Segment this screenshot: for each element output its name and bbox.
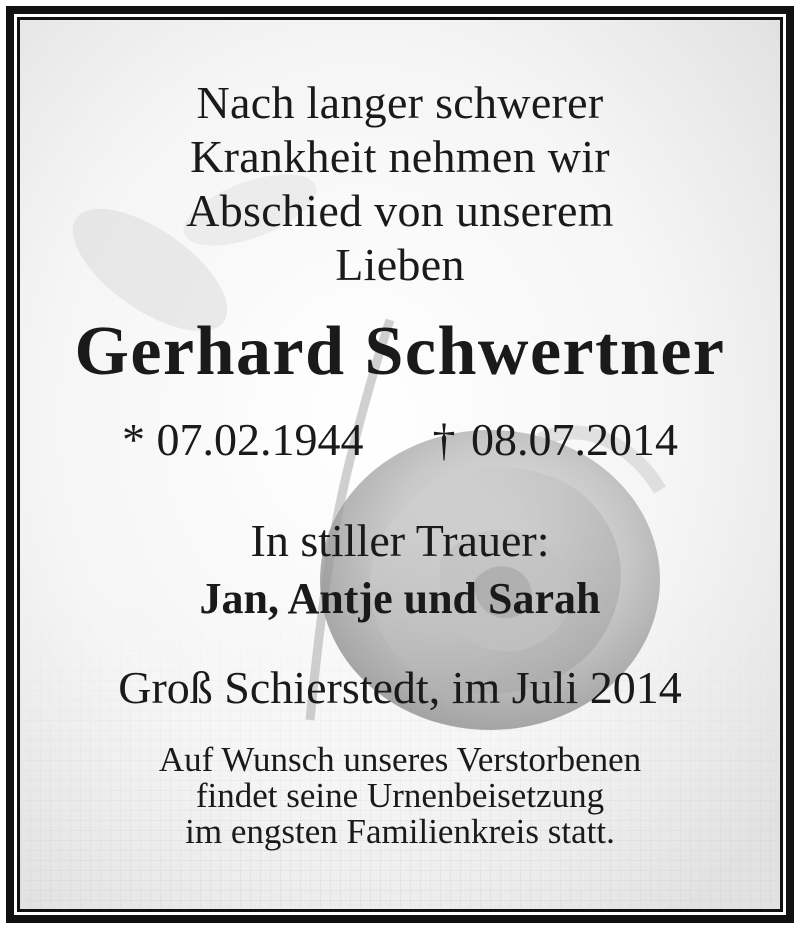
deceased-name: Gerhard Schwertner [74, 313, 726, 390]
mourners-names: Jan, Antje und Sarah [199, 574, 601, 623]
inner-frame [17, 17, 783, 912]
intro-text [20, 76, 780, 292]
place-and-date: Groß Schierstedt, im Juli 2014 [118, 662, 682, 713]
note-line: findet seine Urnenbeisetzung [195, 776, 605, 815]
intro-line: Krankheit nehmen wir [190, 131, 610, 182]
note-line: im engsten Familienkreis statt. [185, 812, 615, 851]
dagger-icon: † [432, 414, 456, 465]
note-line: Auf Wunsch unseres Verstorbenen [158, 740, 642, 779]
birth-symbol: * [122, 414, 145, 465]
death-date: 08.07.2014 [471, 414, 678, 465]
birth-date: 07.02.1944 [156, 414, 364, 465]
intro-line: Lieben [335, 239, 465, 290]
life-dates [20, 412, 780, 468]
intro-line: Nach langer schwerer [196, 77, 604, 128]
burial-note [20, 742, 780, 850]
intro-line: Abschied von unserem [186, 185, 614, 236]
mourning-heading: In stiller Trauer: [250, 515, 550, 566]
notice-text [20, 20, 780, 909]
